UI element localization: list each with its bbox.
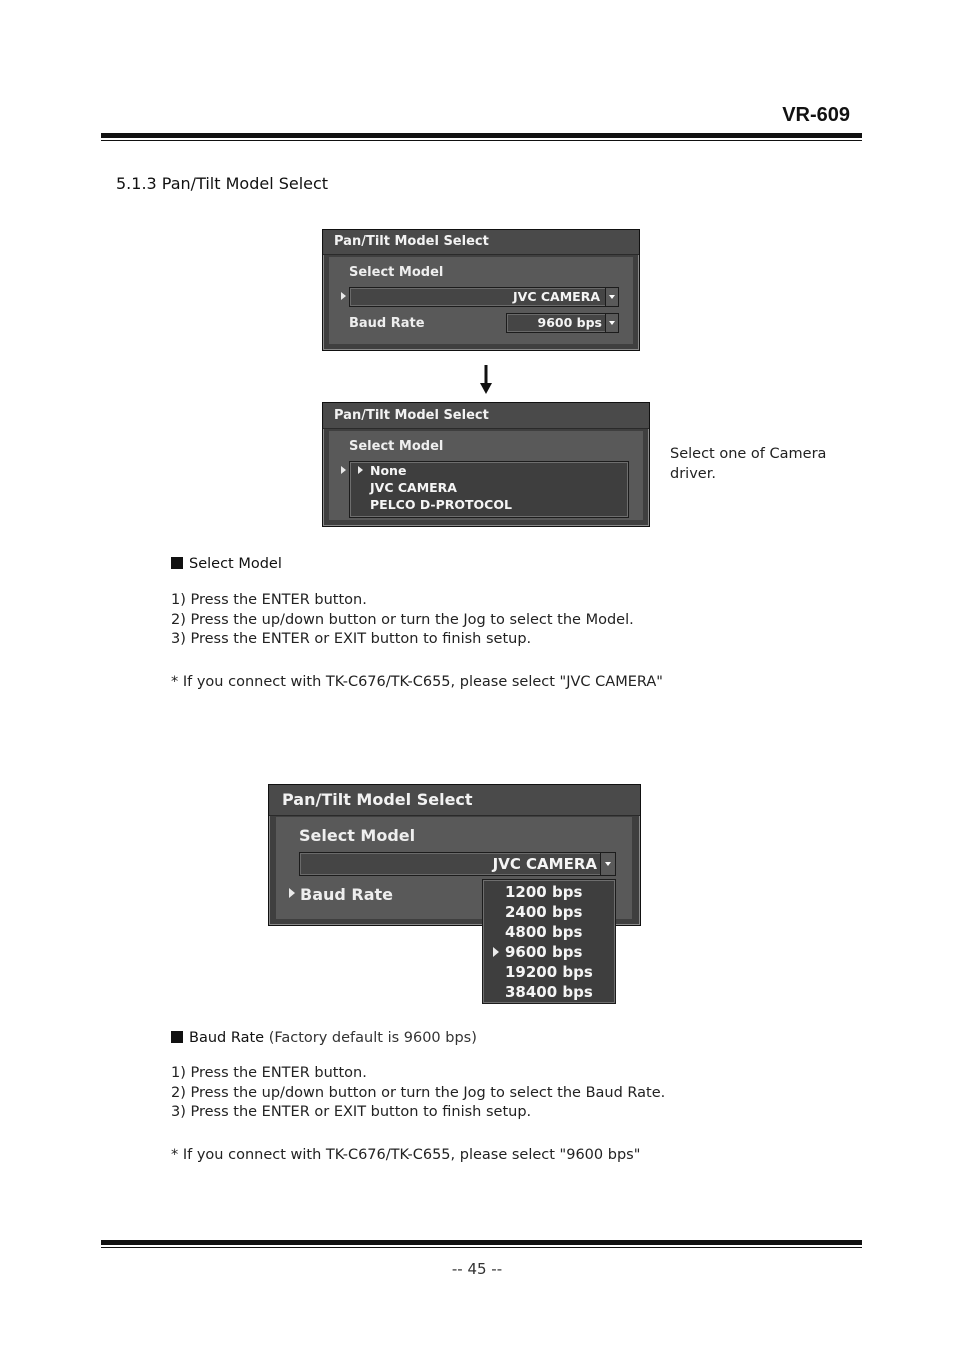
select-model-value: JVC CAMERA — [513, 289, 600, 304]
osd-title: Pan/Tilt Model Select — [269, 785, 640, 816]
select-model-label: Select Model — [349, 265, 444, 280]
document-title: VR-609 — [782, 104, 850, 126]
osd-inner — [329, 431, 643, 520]
baud-rate-heading-text: Baud Rate — [189, 1030, 265, 1046]
cursor-arrow-icon — [289, 888, 295, 898]
baud-rate-label: Baud Rate — [300, 885, 394, 904]
baud-rate-dropdown[interactable] — [506, 313, 619, 333]
chevron-down-icon[interactable] — [605, 314, 618, 332]
baud-rate-heading — [171, 1030, 477, 1046]
baud-rate-value: 9600 bps — [537, 315, 602, 330]
select-model-heading — [171, 556, 282, 572]
baud-option-4800[interactable]: 4800 bps — [505, 923, 583, 941]
baud-rate-label: Baud Rate — [349, 316, 425, 331]
select-model-value: JVC CAMERA — [492, 855, 597, 873]
footer-rule-thin — [101, 1247, 862, 1248]
select-model-dropdown[interactable] — [349, 287, 619, 307]
baud-rate-options-list[interactable] — [482, 879, 616, 1004]
select-model-steps: 1) Press the ENTER button. 2) Press the up/down button or turn the Jog to select the Model. 3) Press the ENTER or EXIT button to finish setup. — [171, 592, 634, 647]
page-number: -- 45 -- — [451, 1260, 503, 1278]
model-option-jvc-camera[interactable]: JVC CAMERA — [370, 480, 457, 495]
selected-arrow-icon — [358, 466, 363, 474]
square-bullet-icon — [171, 557, 183, 569]
baud-rate-note: * If you connect with TK-C676/TK-C655, please select "9600 bps" — [171, 1147, 641, 1163]
selected-arrow-icon — [493, 947, 499, 957]
cursor-arrow-icon — [341, 292, 346, 300]
model-option-none[interactable]: None — [370, 463, 407, 478]
arrow-down-icon — [480, 365, 492, 395]
baud-rate-steps: 1) Press the ENTER button. 2) Press the up/down button or turn the Jog to select the Baud Rate. 3) Press the ENTER or EXIT button to finish setup. — [171, 1065, 666, 1120]
baud-option-1200[interactable]: 1200 bps — [505, 883, 583, 901]
model-options-list[interactable] — [349, 461, 629, 518]
select-model-heading-text: Select Model — [189, 556, 282, 572]
select-model-dropdown[interactable] — [299, 852, 616, 876]
side-note: Select one of Camera driver. — [670, 446, 827, 482]
osd-title: Pan/Tilt Model Select — [323, 230, 639, 255]
header-rule-thin — [101, 140, 862, 141]
square-bullet-icon — [171, 1031, 183, 1043]
baud-rate-default-note: (Factory default is 9600 bps) — [268, 1030, 477, 1046]
chevron-down-icon[interactable] — [600, 853, 615, 875]
osd-title: Pan/Tilt Model Select — [323, 403, 649, 429]
chevron-down-icon[interactable] — [605, 288, 618, 306]
baud-option-38400[interactable]: 38400 bps — [505, 983, 593, 1001]
osd-inner — [329, 257, 633, 344]
select-model-label: Select Model — [349, 439, 444, 454]
model-option-pelco-d-protocol[interactable]: PELCO D-PROTOCOL — [370, 497, 512, 512]
cursor-arrow-icon — [341, 466, 346, 474]
baud-option-2400[interactable]: 2400 bps — [505, 903, 583, 921]
header-rule — [101, 133, 862, 138]
baud-option-19200[interactable]: 19200 bps — [505, 963, 593, 981]
footer-rule — [101, 1240, 862, 1245]
baud-option-9600[interactable]: 9600 bps — [505, 943, 583, 961]
select-model-note: * If you connect with TK-C676/TK-C655, please select "JVC CAMERA" — [171, 674, 663, 690]
select-model-label: Select Model — [299, 826, 416, 845]
section-title: 5.1.3 Pan/Tilt Model Select — [116, 174, 329, 193]
osd-panel-model-list — [322, 402, 650, 527]
osd-panel-closed — [322, 229, 640, 351]
